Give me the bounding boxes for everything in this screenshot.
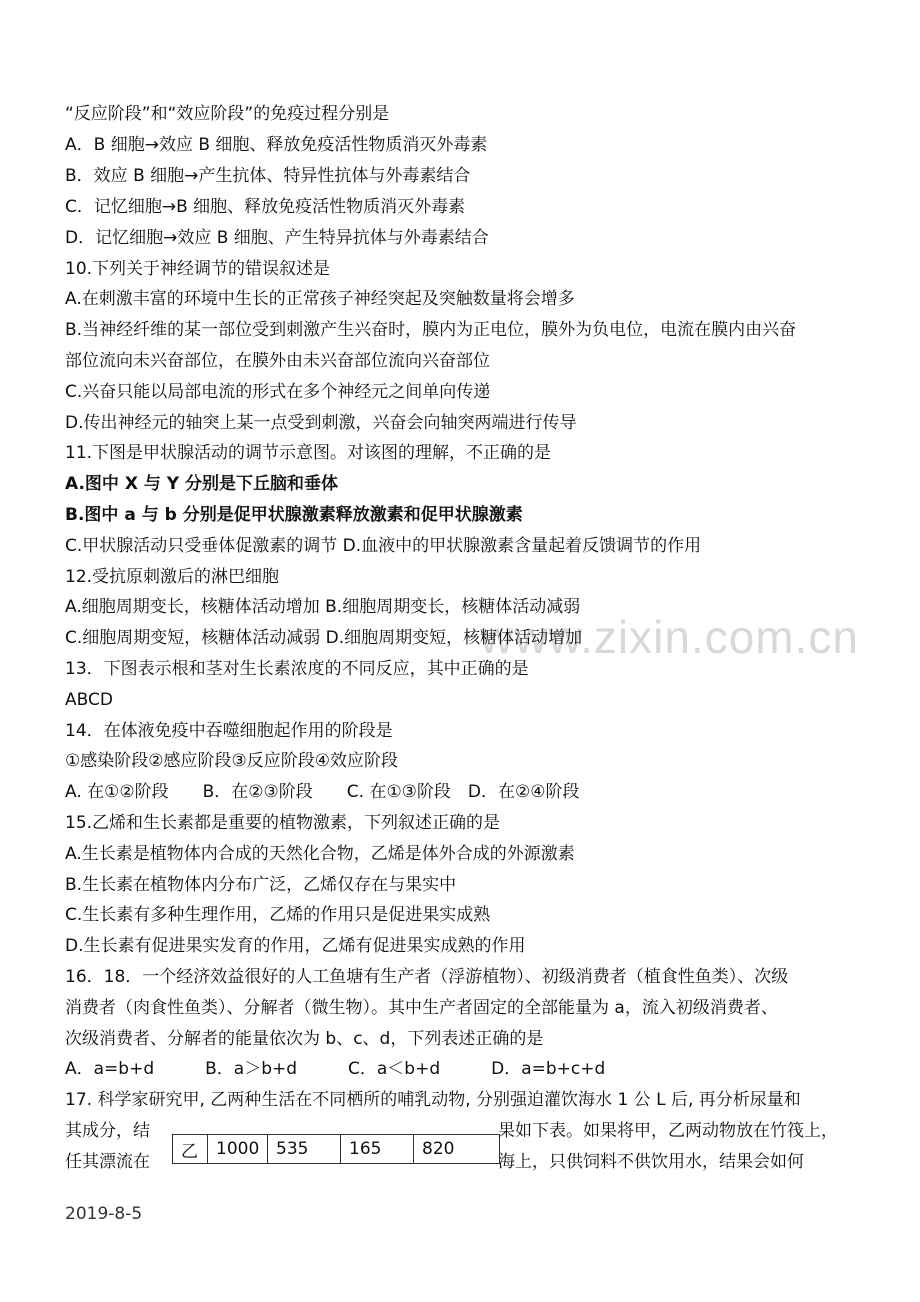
watermark: www.zixin.com.cn <box>480 611 859 663</box>
text-line: C.甲状腺活动只受垂体促激素的调节 D.血液中的甲状腺激素含量起着反馈调节的作用 <box>65 536 702 556</box>
text-line: C.兴奋只能以局部电流的形式在多个神经元之间单向传递 <box>65 382 491 402</box>
text-line: A.在刺激丰富的环境中生长的正常孩子神经突起及突触数量将会增多 <box>65 289 575 309</box>
text-line: 15.乙烯和生长素都是重要的植物激素，下列叙述正确的是 <box>65 813 501 833</box>
text-line: 16．18．一个经济效益很好的人工鱼塘有生产者（浮游植物）、初级消费者（植食性鱼类）、次级 <box>65 967 789 987</box>
text-line: A．B 细胞→效应 B 细胞、释放免疫活性物质消灭外毒素 <box>65 135 488 155</box>
text-line: A.生长素是植物体内合成的天然化合物，乙烯是体外合成的外源激素 <box>65 844 575 864</box>
footer-date: 2019-8-5 <box>65 1204 143 1224</box>
text-line: 13．下图表示根和茎对生长素浓度的不同反应，其中正确的是 <box>65 659 529 679</box>
text-line: B.图中 a 与 b 分别是促甲状腺激素释放激素和促甲状腺激素 <box>65 505 523 525</box>
text-line: 消费者（肉食性鱼类）、分解者（微生物）。其中生产者固定的全部能量为 a，流入初级消费者、 <box>65 998 778 1018</box>
text-line: 11.下图是甲状腺活动的调节示意图。对该图的理解，不正确的是 <box>65 443 552 463</box>
table-row <box>173 1135 500 1164</box>
table-cell: 535 <box>268 1135 341 1164</box>
text-line: 17. 科学家研究甲, 乙两种生活在不同栖所的哺乳动物, 分别强迫灌饮海水 1 公 L 后, 再分析尿量和 <box>65 1090 801 1110</box>
results-table <box>172 1134 500 1164</box>
text-line: A. 在①②阶段 B．在②③阶段 C. 在①③阶段 D．在②④阶段 <box>65 782 580 802</box>
text-line: 12.受抗原刺激后的淋巴细胞 <box>65 567 280 587</box>
text-line: 次级消费者、分解者的能量依次为 b、c、d，下列表述正确的是 <box>65 1029 544 1049</box>
q17-right-text-2: 海上，只供饲料不供饮用水，结果会如何 <box>498 1152 804 1172</box>
text-line: A.图中 X 与 Y 分别是下丘脑和垂体 <box>65 474 339 494</box>
text-line: 14．在体液免疫中吞噬细胞起作用的阶段是 <box>65 721 393 741</box>
text-line: D．记忆细胞→效应 B 细胞、产生特异抗体与外毒素结合 <box>65 228 489 248</box>
text-line: B.当神经纤维的某一部位受到刺激产生兴奋时，膜内为正电位，膜外为负电位，电流在膜内由兴奋 <box>65 320 797 340</box>
text-line: B.生长素在植物体内分布广泛，乙烯仅存在与果实中 <box>65 875 457 895</box>
text-line: C．记忆细胞→B 细胞、释放免疫活性物质消灭外毒素 <box>65 197 466 217</box>
text-line: B．效应 B 细胞→产生抗体、特异性抗体与外毒素结合 <box>65 166 471 186</box>
q17-left-text-1: 其成分，结 <box>65 1121 150 1141</box>
table-cell: 乙 <box>173 1135 208 1164</box>
text-line: D.传出神经元的轴突上某一点受到刺激，兴奋会向轴突两端进行传导 <box>65 413 577 433</box>
text-line: ABCD <box>65 690 113 710</box>
q17-left-text-2: 任其漂流在 <box>65 1152 150 1172</box>
table-cell: 820 <box>414 1135 500 1164</box>
text-line: C.生长素有多种生理作用，乙烯的作用只是促进果实成熟 <box>65 905 491 925</box>
text-line: ①感染阶段②感应阶段③反应阶段④效应阶段 <box>65 751 398 771</box>
table-cell: 165 <box>341 1135 414 1164</box>
text-line: A．a=b+d B．a＞b+d C．a＜b+d D．a=b+c+d <box>65 1059 606 1079</box>
text-line: 10.下列关于神经调节的错误叙述是 <box>65 259 331 279</box>
text-line: 部位流向未兴奋部位，在膜外由未兴奋部位流向兴奋部位 <box>65 351 490 371</box>
text-line: D.生长素有促进果实发育的作用，乙烯有促进果实成熟的作用 <box>65 936 526 956</box>
table-cell: 1000 <box>208 1135 268 1164</box>
q17-right-text-1: 果如下表。如果将甲，乙两动物放在竹筏上， <box>498 1121 838 1141</box>
text-line: A.细胞周期变长，核糖体活动增加 B.细胞周期变长，核糖体活动减弱 <box>65 597 581 617</box>
text-line: C.细胞周期变短，核糖体活动减弱 D.细胞周期变短，核糖体活动增加 <box>65 628 583 648</box>
text-line: “反应阶段”和“效应阶段”的免疫过程分别是 <box>65 104 390 124</box>
